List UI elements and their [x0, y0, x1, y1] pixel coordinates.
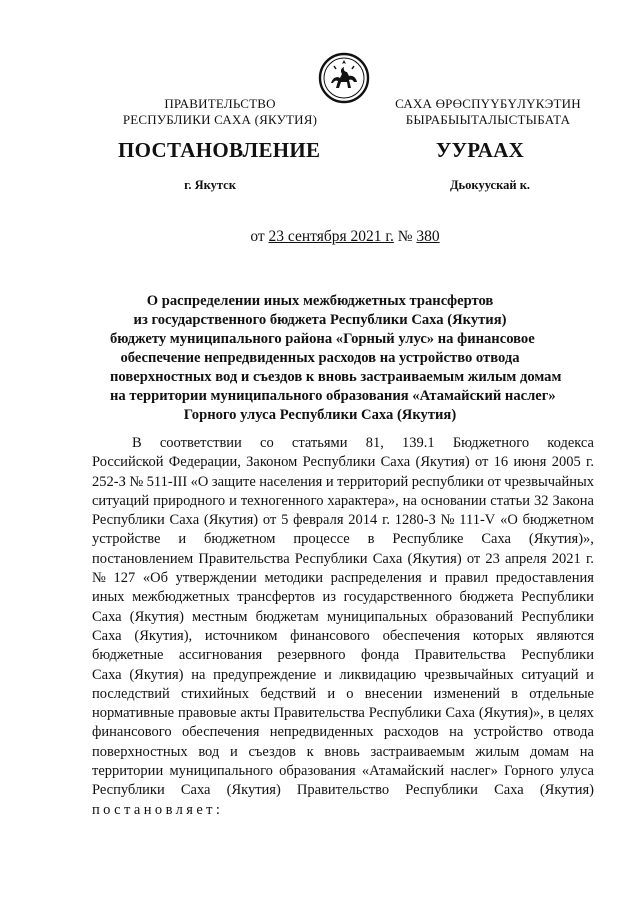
body-word: ликвидацию — [339, 666, 417, 683]
body-word: Республики — [521, 647, 594, 664]
body-word: процессе — [293, 531, 350, 548]
body-word: и — [229, 492, 237, 509]
body-word: ситуаций — [92, 492, 150, 509]
body-word: целях — [558, 705, 594, 722]
body-word: техногенного — [240, 492, 324, 509]
body-word: и — [586, 666, 594, 683]
body-word: (Якутия), — [134, 627, 193, 644]
body-word: в — [367, 531, 375, 548]
body-word: на — [449, 724, 464, 741]
body-word: межбюджетных — [132, 589, 230, 606]
body-word: обеспечения — [382, 627, 460, 644]
body-word: от — [487, 473, 501, 490]
body-line — [92, 473, 594, 492]
body-word: правовые — [177, 705, 237, 722]
body-word: 111-V — [459, 512, 496, 529]
body-word: характера», — [327, 492, 399, 509]
body-word: 127 — [113, 570, 136, 587]
body-word: и — [178, 531, 187, 548]
body-word: бедствий — [260, 685, 317, 702]
body-word: предоставления — [495, 570, 594, 587]
body-word: от — [262, 512, 277, 529]
city-sakha: Дьокуускай к. — [449, 178, 531, 192]
body-word: на — [579, 743, 594, 760]
body-word: устройство — [473, 724, 543, 741]
title-line: поверхностных вод и съездов к вновь застраиваемым жилым домам — [110, 369, 562, 385]
body-word: чрезвычайных — [423, 666, 514, 683]
body-line — [92, 781, 594, 800]
body-word: фонда — [360, 647, 400, 664]
body-line — [92, 646, 594, 665]
body-word: г. — [585, 550, 594, 567]
body-word: Горного — [504, 763, 554, 780]
body-word: изменений — [433, 685, 500, 702]
body-line — [92, 550, 594, 569]
number-sign: № — [397, 228, 413, 245]
body-word: образований — [435, 608, 514, 625]
title-line: на территории муниципального образования «Атамайский наслег» — [110, 388, 556, 404]
body-word: Республике — [392, 531, 464, 548]
body-word: Саха — [494, 782, 524, 799]
body-word: вод — [198, 743, 220, 760]
body-word: от — [466, 550, 481, 567]
body-word: Саха — [481, 531, 511, 548]
body-line — [92, 453, 594, 472]
body-word: вновь — [324, 743, 360, 760]
body-word: финансового — [92, 724, 172, 741]
body-word: предупреждение — [213, 666, 317, 683]
body-word: и — [429, 570, 438, 587]
header-right-line: САХА ӨРӨСПҮҮБҮЛҮКЭТИН — [395, 96, 581, 111]
document-number: 380 — [416, 228, 440, 245]
government-name-sakha — [388, 96, 588, 128]
body-word: 81, — [365, 435, 384, 451]
body-word: непредвиденных — [269, 724, 374, 741]
body-word: Саха — [169, 512, 200, 529]
body-word: которых — [472, 627, 524, 644]
body-word: Республики — [368, 705, 442, 722]
body-word: последствий — [92, 685, 170, 702]
body-word: соответствии — [159, 435, 242, 451]
body-word: Республики — [405, 782, 478, 799]
body-word: Законом — [246, 454, 298, 471]
body-line — [92, 530, 594, 549]
body-word: бюджетном — [204, 531, 276, 548]
body-word: февраля — [293, 512, 344, 529]
body-word: территорий — [337, 473, 409, 490]
body-word: (Якутия)», — [528, 531, 594, 548]
body-word: (Якутия) — [407, 550, 462, 567]
body-word: акты — [240, 705, 270, 722]
body-word: резервного — [277, 647, 346, 664]
body-word: домам — [529, 743, 570, 760]
body-word: внесении — [364, 685, 423, 702]
body-word: «Атамайский — [361, 763, 445, 780]
body-word: к — [306, 743, 314, 760]
body-word: трансфертов — [237, 589, 315, 606]
body-word: (Якутия) — [203, 512, 259, 529]
body-line — [92, 588, 594, 607]
body-line — [92, 704, 594, 723]
body-word: Российской — [92, 454, 164, 471]
body-word: (Якутия) — [539, 782, 594, 799]
body-word: статьи — [490, 492, 531, 509]
body-word: улуса — [559, 763, 594, 780]
body-word: постановлением — [92, 550, 194, 567]
body-word: Республики — [521, 589, 594, 606]
body-word: финансового — [290, 627, 370, 644]
body-word: (Якутия) — [226, 782, 281, 799]
city-russian: г. Якутск — [184, 178, 236, 192]
body-line — [92, 685, 594, 704]
body-word: Федерации, — [168, 454, 241, 471]
body-word: Республики — [92, 782, 165, 799]
body-word: (Якутия) — [129, 608, 184, 625]
body-word: Правительства — [198, 550, 290, 567]
body-word: и — [327, 685, 336, 702]
body-word: застраиваемым — [370, 743, 465, 760]
body-word: бюджетам — [255, 608, 319, 625]
body-word: населения — [259, 473, 323, 490]
body-word: Республики — [521, 608, 594, 625]
body-word: на — [402, 492, 417, 509]
title-line: О распределении иных межбюджетных трансфертов — [146, 293, 494, 309]
body-word: Саха — [180, 782, 211, 799]
body-word: 2021 — [551, 550, 581, 567]
body-word: территории — [92, 763, 164, 780]
body-word: 139.1 — [402, 435, 435, 451]
body-line: постановляет: — [92, 801, 224, 818]
body-word: источником — [204, 627, 278, 644]
body-word: из — [322, 589, 337, 606]
body-word: стихийных — [180, 685, 250, 702]
body-word: расходов — [383, 724, 439, 741]
body-word: утверждении — [175, 570, 257, 587]
body-word: Саха — [372, 550, 403, 567]
body-word: кодекса — [547, 435, 594, 451]
body-word: 511-III — [146, 473, 188, 490]
body-line — [92, 666, 594, 685]
body-word: 1280-З — [394, 512, 436, 529]
date-prefix: от — [250, 228, 265, 245]
header-left-line: РЕСПУБЛИКИ САХА (ЯКУТИЯ) — [122, 112, 318, 127]
body-word: природного — [153, 492, 226, 509]
body-word: 5 — [281, 512, 289, 529]
body-word: № — [92, 570, 106, 587]
body-line — [92, 511, 594, 530]
body-word: «О — [500, 512, 518, 529]
body-word: и — [229, 743, 238, 760]
body-word: республики — [411, 473, 484, 490]
body-word: и — [325, 473, 334, 490]
body-word: распределения — [330, 570, 422, 587]
body-word: Саха — [92, 608, 122, 625]
body-word: 16 — [493, 454, 509, 471]
body-line — [92, 569, 594, 588]
body-word: «О — [190, 473, 209, 490]
body-word: устройстве — [92, 531, 161, 548]
header-left-line: ПРАВИТЕЛЬСТВО — [164, 96, 276, 111]
body-line — [92, 723, 594, 742]
body-word: г. — [382, 512, 391, 529]
title-line: Горного улуса Республики Саха (Якутия) — [183, 407, 457, 423]
body-word: (Якутия) — [415, 454, 470, 471]
sakha-coat-of-arms-icon — [318, 52, 370, 104]
body-word: 2014 — [348, 512, 378, 529]
body-word: являются — [536, 627, 594, 644]
body-word: ассигнования — [178, 647, 263, 664]
body-word: Правительства — [414, 647, 506, 664]
body-word: бюджетном — [522, 512, 594, 529]
title-line: бюджету муниципального района «Горный улус» на финансовое — [110, 331, 535, 347]
body-word: В — [132, 435, 142, 451]
document-date: 23 сентября 2021 г. — [268, 228, 394, 245]
body-word: Республики — [302, 454, 376, 471]
body-line — [92, 434, 594, 453]
body-word: 252-З — [92, 473, 126, 490]
body-word: Правительства — [273, 705, 365, 722]
body-word: образования — [279, 763, 356, 780]
body-word: методики — [264, 570, 324, 587]
body-word: местным — [192, 608, 248, 625]
body-word: иных — [92, 589, 125, 606]
body-word: Саха — [445, 705, 475, 722]
body-word: защите — [211, 473, 256, 490]
body-word: ситуаций — [521, 666, 579, 683]
body-word: бюджетные — [92, 647, 164, 664]
body-word: Бюджетного — [452, 435, 530, 451]
doctype-sakha: УУРААХ — [435, 138, 525, 162]
body-word: съездов — [248, 743, 296, 760]
body-word: Республики — [92, 512, 165, 529]
body-word: отдельные — [529, 685, 594, 702]
body-word: от — [474, 454, 489, 471]
body-word: Саха — [92, 627, 122, 644]
body-word: Республики — [294, 550, 368, 567]
body-word: (Якутия) — [129, 666, 184, 683]
body-word: (Якутия)», — [478, 705, 544, 722]
body-word: Саха — [92, 666, 122, 683]
body-word: обеспечения — [181, 724, 260, 741]
body-word: № — [440, 512, 455, 529]
body-word: наслег» — [450, 763, 498, 780]
header-right-line: БЫРАБЫЫТАЛЫСТЫБАТА — [405, 112, 571, 127]
body-word: со — [260, 435, 274, 451]
body-word: Саха — [380, 454, 411, 471]
body-word: 32 — [533, 492, 549, 509]
body-word: правил — [444, 570, 489, 587]
body-line — [92, 627, 594, 646]
government-name-russian — [120, 96, 320, 128]
body-word: «Об — [142, 570, 169, 587]
body-word: апреля — [505, 550, 547, 567]
body-line — [92, 608, 594, 627]
body-word: о — [346, 685, 354, 702]
body-word: в — [511, 685, 519, 702]
body-word: г. — [586, 454, 594, 471]
body-word: статьями — [291, 435, 348, 451]
body-word: государственного — [343, 589, 452, 606]
body-word: отвода — [553, 724, 594, 741]
body-line — [92, 492, 594, 511]
body-word: № — [129, 473, 144, 490]
body-word: июня — [513, 454, 547, 471]
body-word: жилым — [475, 743, 520, 760]
title-line: обеспечение непредвиденных расходов на устройство отвода — [120, 350, 520, 366]
body-word: в — [547, 705, 555, 722]
document-title — [110, 292, 562, 425]
body-word: 23 — [485, 550, 500, 567]
body-word: 2005 — [551, 454, 581, 471]
body-word: муниципальных — [326, 608, 428, 625]
body-word: и — [323, 666, 332, 683]
body-word: Закона — [552, 492, 594, 509]
title-line: из государственного бюджета Республики Саха (Якутия) — [133, 312, 507, 328]
document-date-number — [200, 228, 490, 246]
body-word: чрезвычайных — [504, 473, 594, 490]
body-word: нормативные — [92, 705, 175, 722]
body-line — [92, 743, 594, 762]
body-word: на — [191, 666, 206, 683]
body-word: муниципального — [169, 763, 273, 780]
body-line — [92, 762, 594, 781]
body-word: поверхностных — [92, 743, 188, 760]
body-word: основании — [420, 492, 487, 509]
body-word: Правительство — [296, 782, 390, 799]
body-word: бюджета — [459, 589, 514, 606]
document-body — [92, 434, 594, 820]
doctype-russian: ПОСТАНОВЛЕНИЕ — [118, 138, 321, 162]
